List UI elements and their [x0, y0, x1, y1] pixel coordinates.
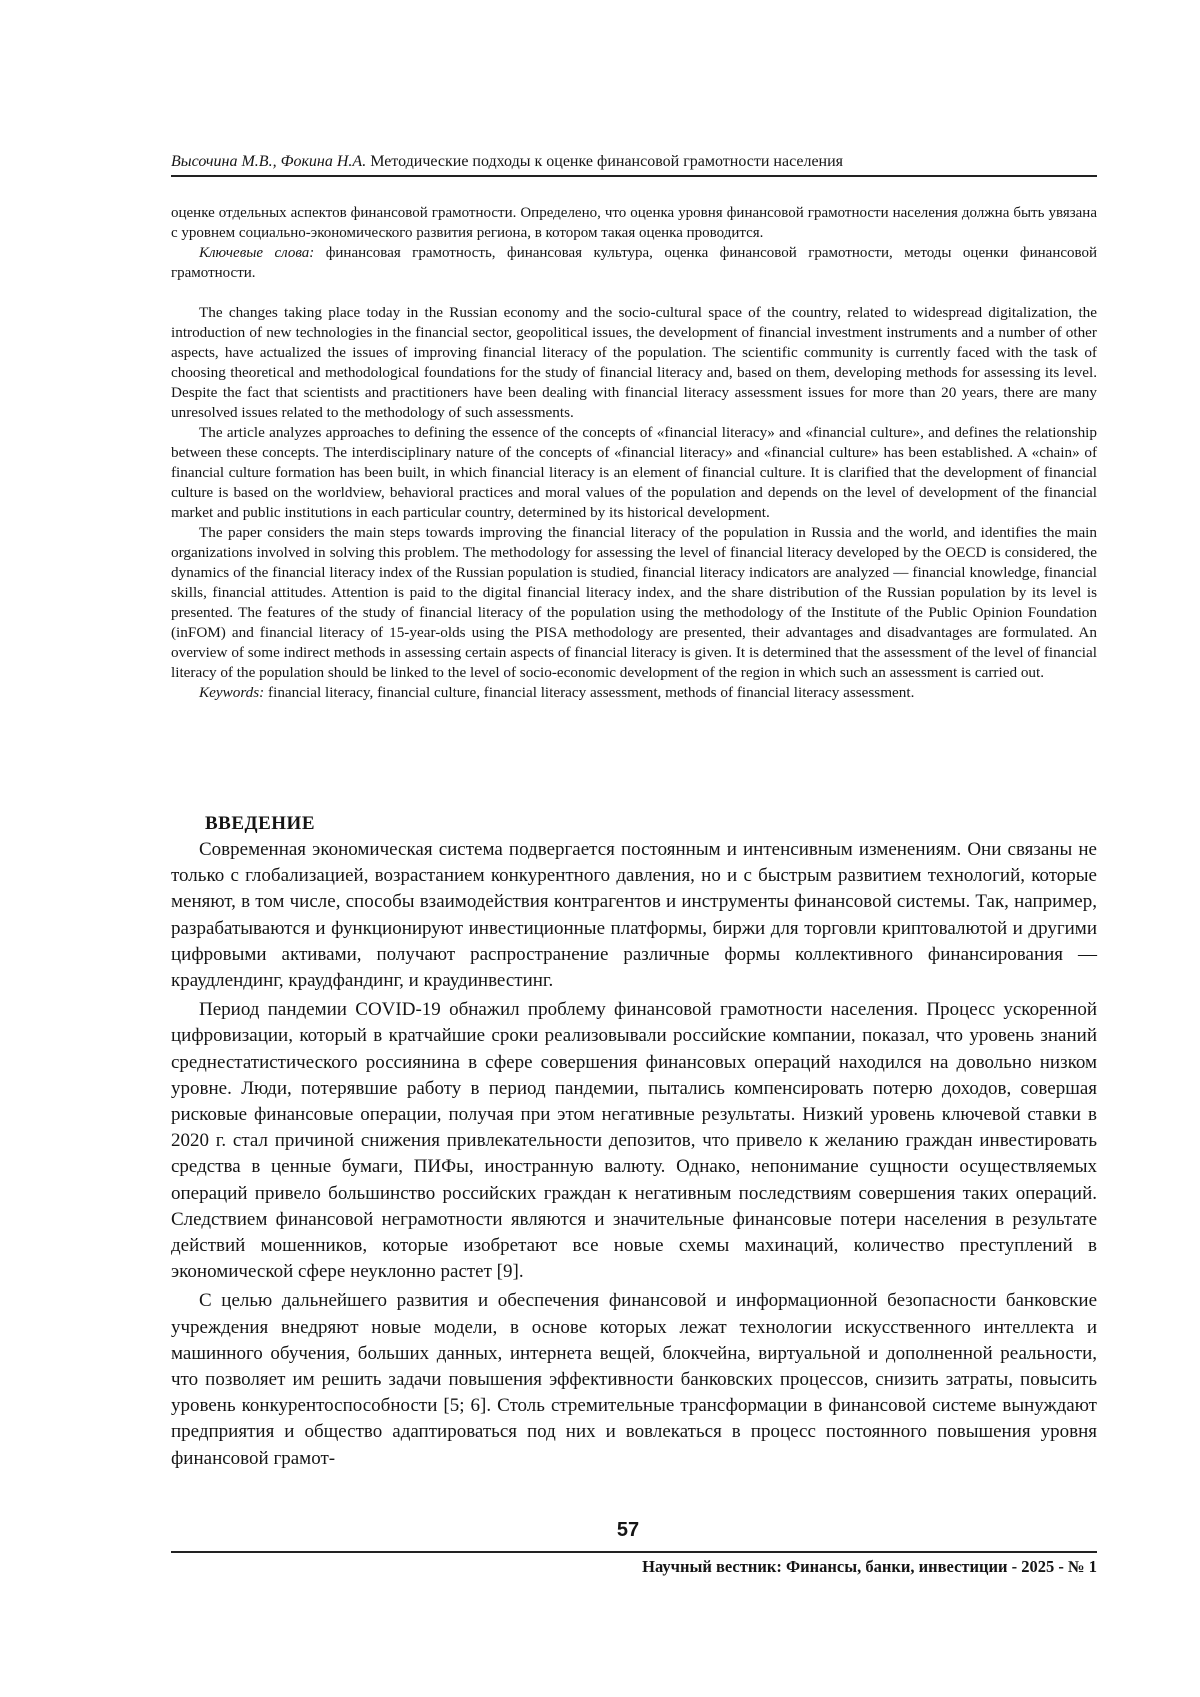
- keywords-label-en: Keywords:: [199, 684, 265, 701]
- section-heading: ВВЕДЕНИЕ: [205, 813, 315, 834]
- header-rule: [171, 175, 1097, 177]
- footer-rule: [171, 1551, 1097, 1553]
- page-number: 57: [616, 1519, 640, 1541]
- body-paragraph: С целью дальнейшего развития и обеспечения финансовой и информационной безопасности банковские учреждения внедряют новые модели, в основе которых лежат технологии искусственного интеллекта и машинного обучения, больших данных, интернета вещей, блокчейна, виртуальной и дополненной реальности, что позволяет им решить задачи повышения эффективности банковских процессов, снизить затраты, повысить уровень конкурентоспособности [5; 6]. Столь стремительные трансформации в финансовой системе вынуждают предприятия и общество адаптироваться под них и вовлекаться в процесс постоянного повышения уровня финансовой грамот-: [171, 1290, 1097, 1469]
- journal-footer: Научный вестник: Финансы, банки, инвестиции - 2025 - № 1: [642, 1557, 1097, 1576]
- abstract-en-paragraph: The article analyzes approaches to defining the essence of the concepts of «financial literacy» and «financial culture», and defines the relationship between these concepts. The interdisciplinary nature of the concepts of «financial literacy» and «financial culture» has been established. A «chain» of financial culture formation has been built, in which financial literacy is an element of financial culture. It is clarified that the development of financial culture is based on the worldview, behavioral practices and moral values of the population and depends on the level of development of the financial market and public institutions in each particular country, determined by its historical development.: [171, 424, 1097, 521]
- header-title: Методические подходы к оценке финансовой грамотности населения: [370, 153, 844, 170]
- body-paragraph: Период пандемии COVID-19 обнажил проблему финансовой грамотности населения. Процесс ускоренной цифровизации, который в кратчайшие сроки реализовывали российские компании, показал, что уровень знаний среднестатистического россиянина в сфере совершения финансовых операций находился на довольно низком уровне. Люди, потерявшие работу в период пандемии, пытались компенсировать потерю доходов, совершая рисковые финансовые операции, получая при этом негативные результаты. Низкий уровень ключевой ставки в 2020 г. стал причиной снижения привлекательности депозитов, что привело к желанию граждан инвестировать средства в ценные бумаги, ПИФы, иностранную валюту. Однако, непонимание сущности осуществляемых операций привело большинство российских граждан к негативным последствиям совершения таких операций. Следствием финансовой неграмотности являются и значительные финансовые потери населения в результате действий мошенников, которые изобретают все новые схемы махинаций, количество преступлений в экономической сфере неуклонно растет [9].: [171, 999, 1097, 1283]
- keywords-label-ru: Ключевые слова:: [199, 245, 315, 261]
- main-body: [171, 812, 1097, 1475]
- running-header: [171, 151, 1097, 173]
- abstract-english: [171, 303, 1097, 703]
- abstract-ru-text: оценке отдельных аспектов финансовой грамотности. Определено, что оценка уровня финансовой грамотности населения должна быть увязана с уровнем социально-экономического развития региона, в котором такая оценка проводится.: [171, 205, 1097, 241]
- keywords-ru: финансовая грамотность, финансовая культура, оценка финансовой грамотности, методы оценки финансовой грамотности.: [171, 245, 1098, 281]
- body-paragraph: Современная экономическая система подвергается постоянным и интенсивным изменениям. Они связаны не только с глобализацией, возрастанием конкурентного давления, но и с быстрым развитием технологий, которые меняют, в том числе, способы взаимодействия контрагентов и инструменты финансовой системы. Так, например, разрабатываются и функционируют инвестиционные платформы, биржи для торговли криптовалютой и другими цифровыми активами, получают распространение различные формы коллективного финансирования — краудлендинг, краудфандинг, и краудинвестинг.: [171, 839, 1097, 992]
- abstract-russian: [171, 203, 1097, 283]
- keywords-en: financial literacy, financial culture, financial literacy assessment, methods of financial literacy assessment.: [268, 684, 915, 701]
- abstract-en-paragraph: The changes taking place today in the Russian economy and the socio-cultural space of the country, related to widespread digitalization, the introduction of new technologies in the financial sector, geopolitical issues, the development of financial investment instruments and a number of other aspects, have actualized the issues of improving financial literacy of the population. The scientific community is currently faced with the task of choosing theoretical and methodological foundations for the study of financial literacy and, based on them, developing methods for assessing its level. Despite the fact that scientists and practitioners have been dealing with financial literacy assessment issues for more than 20 years, there are many unresolved issues related to the methodology of such assessments.: [171, 304, 1097, 421]
- header-authors: Высочина М.В., Фокина Н.А.: [171, 153, 367, 170]
- abstract-en-paragraph: The paper considers the main steps towards improving the financial literacy of the population in Russia and the world, and identifies the main organizations involved in solving this problem. The methodology for assessing the level of financial literacy developed by the OECD is considered, the dynamics of the financial literacy index of the Russian population is studied, financial literacy indicators are analyzed — financial knowledge, financial skills, financial attitudes. Attention is paid to the digital financial literacy index, and the share distribution of the Russian population by its level is presented. The features of the study of financial literacy of the population using the methodology of the Institute of the Public Opinion Foundation (inFOM) and financial literacy of 15-year-olds using the PISA methodology are presented, their advantages and disadvantages are formulated. An overview of some indirect methods in assessing certain aspects of financial literacy is given. It is determined that the assessment of the level of financial literacy of the population should be linked to the level of socio-economic development of the region in which such an assessment is carried out.: [171, 524, 1097, 681]
- abstract-en-keywords: [171, 683, 1097, 703]
- abstract-ru-keywords: [171, 243, 1097, 283]
